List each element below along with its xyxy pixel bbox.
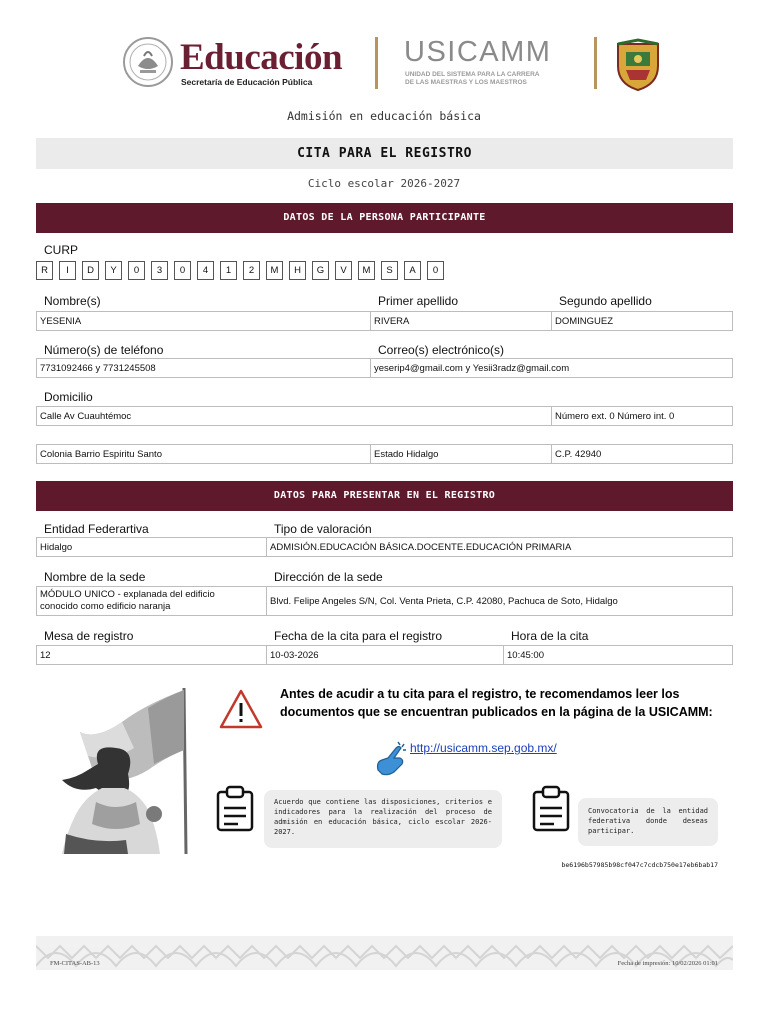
form-code: FM-CITAS-AB-13	[50, 960, 100, 967]
curp-char: M	[266, 261, 283, 280]
doc-card-2-text: Convocatoria de la entidad federativa donde deseas participar.	[588, 807, 708, 835]
curp-char: I	[59, 261, 76, 280]
section-participant-header: DATOS DE LA PERSONA PARTICIPANTE	[36, 203, 733, 233]
curp-char: 0	[128, 261, 145, 280]
state-shield-icon	[612, 36, 664, 92]
primer-apellido-value: RIVERA	[370, 311, 552, 331]
direccion-value: Blvd. Felipe Angeles S/N, Col. Venta Prieta, C.P. 42080, Pachuca de Soto, Hidalgo	[266, 586, 733, 616]
domicilio-label: Domicilio	[44, 390, 93, 404]
header-divider	[594, 37, 597, 89]
fecha-label: Fecha de la cita para el registro	[274, 629, 443, 643]
pointing-hand-icon	[374, 740, 408, 776]
clipboard-document-icon	[214, 784, 260, 834]
brand-title: Educación	[180, 37, 343, 78]
nombre-value: YESENIA	[36, 311, 371, 331]
telefono-label: Número(s) de teléfono	[44, 343, 164, 357]
doc-card-1-text: Acuerdo que contiene las disposiciones, criterios e indicadores para la realización del proceso de admisión en educación básica, ciclo escolar 2026-2027.	[274, 798, 492, 836]
doc-card-2	[578, 798, 718, 846]
primer-apellido-label: Primer apellido	[378, 294, 459, 308]
woman-with-flag-illustration	[36, 684, 188, 854]
sep-seal-icon	[122, 36, 174, 88]
curp-label: CURP	[44, 243, 79, 257]
mesa-label: Mesa de registro	[44, 629, 134, 643]
curp-char: 4	[197, 261, 214, 280]
curp-char: D	[82, 261, 99, 280]
warning-icon	[218, 688, 264, 730]
segundo-apellido-label: Segundo apellido	[559, 294, 652, 308]
usicamm-subtitle-2: DE LAS MAESTRAS Y LOS MAESTROS	[405, 79, 527, 86]
tipo-label: Tipo de valoración	[274, 522, 372, 536]
usicamm-link[interactable]: http://usicamm.sep.gob.mx/	[410, 741, 557, 755]
numeros-value: Número ext. 0 Número int. 0	[551, 406, 733, 426]
clipboard-document-icon	[530, 784, 576, 834]
tipo-value: ADMISIÓN.EDUCACIÓN BÁSICA.DOCENTE.EDUCACIÓN PRIMARIA	[266, 537, 733, 557]
fecha-value: 10-03-2026	[266, 645, 504, 665]
document-title: CITA PARA EL REGISTRO	[297, 146, 472, 161]
hora-value: 10:45:00	[503, 645, 733, 665]
curp-char: R	[36, 261, 53, 280]
mesa-value: 12	[36, 645, 267, 665]
usicamm-subtitle-1: UNIDAD DEL SISTEMA PARA LA CARRERA	[405, 71, 540, 78]
brand-subtitle: Secretaría de Educación Pública	[181, 77, 313, 87]
title-box	[36, 138, 733, 169]
usicamm-title: USICAMM	[404, 36, 552, 68]
curp-char: Y	[105, 261, 122, 280]
telefono-value: 7731092466 y 7731245508	[36, 358, 371, 378]
doc-card-1	[264, 790, 502, 848]
sede-line-2: conocido como edificio naranja	[40, 601, 171, 612]
curp-char: H	[289, 261, 306, 280]
curp-char: 1	[220, 261, 237, 280]
print-date: Fecha de impresión: 10/02/2026 01:01	[617, 960, 718, 967]
hora-label: Hora de la cita	[511, 629, 589, 643]
sede-value	[36, 586, 267, 616]
curp-char: A	[404, 261, 421, 280]
school-cycle: Ciclo escolar 2026-2027	[307, 177, 461, 190]
direccion-label: Dirección de la sede	[274, 570, 383, 584]
section-registration-header: DATOS PARA PRESENTAR EN EL REGISTRO	[36, 481, 733, 511]
correo-label: Correo(s) electrónico(s)	[378, 343, 505, 357]
curp-char: 2	[243, 261, 260, 280]
entidad-value: Hidalgo	[36, 537, 267, 557]
sede-label: Nombre de la sede	[44, 570, 146, 584]
cp-value: C.P. 42940	[551, 444, 733, 464]
curp-char: 0	[427, 261, 444, 280]
curp-char: M	[358, 261, 375, 280]
nombre-label: Nombre(s)	[44, 294, 101, 308]
curp-char: G	[312, 261, 329, 280]
calle-value: Calle Av Cuauhtémoc	[36, 406, 552, 426]
document-hash: be6196b57985b98cf047c7cdcb750e17eb6bab17	[561, 861, 718, 869]
curp-char: V	[335, 261, 352, 280]
curp-char: S	[381, 261, 398, 280]
notice-title: Antes de acudir a tu cita para el registro, te recomendamos leer los documentos que se encuentran publicados en la página de la USICAMM:	[280, 687, 713, 719]
estado-value: Estado Hidalgo	[370, 444, 552, 464]
curp-char: 0	[174, 261, 191, 280]
curp-boxes	[36, 261, 444, 280]
correo-value: yeserip4@gmail.com y Yesii3radz@gmail.com	[370, 358, 733, 378]
curp-char: 3	[151, 261, 168, 280]
colonia-value: Colonia Barrio Espiritu Santo	[36, 444, 371, 464]
segundo-apellido-value: DOMINGUEZ	[551, 311, 733, 331]
header-divider	[375, 37, 378, 89]
sede-line-1: MÓDULO UNICO - explanada del edificio	[40, 589, 215, 600]
admission-subtitle: Admisión en educación básica	[287, 109, 481, 123]
entidad-label: Entidad Federartiva	[44, 522, 149, 536]
